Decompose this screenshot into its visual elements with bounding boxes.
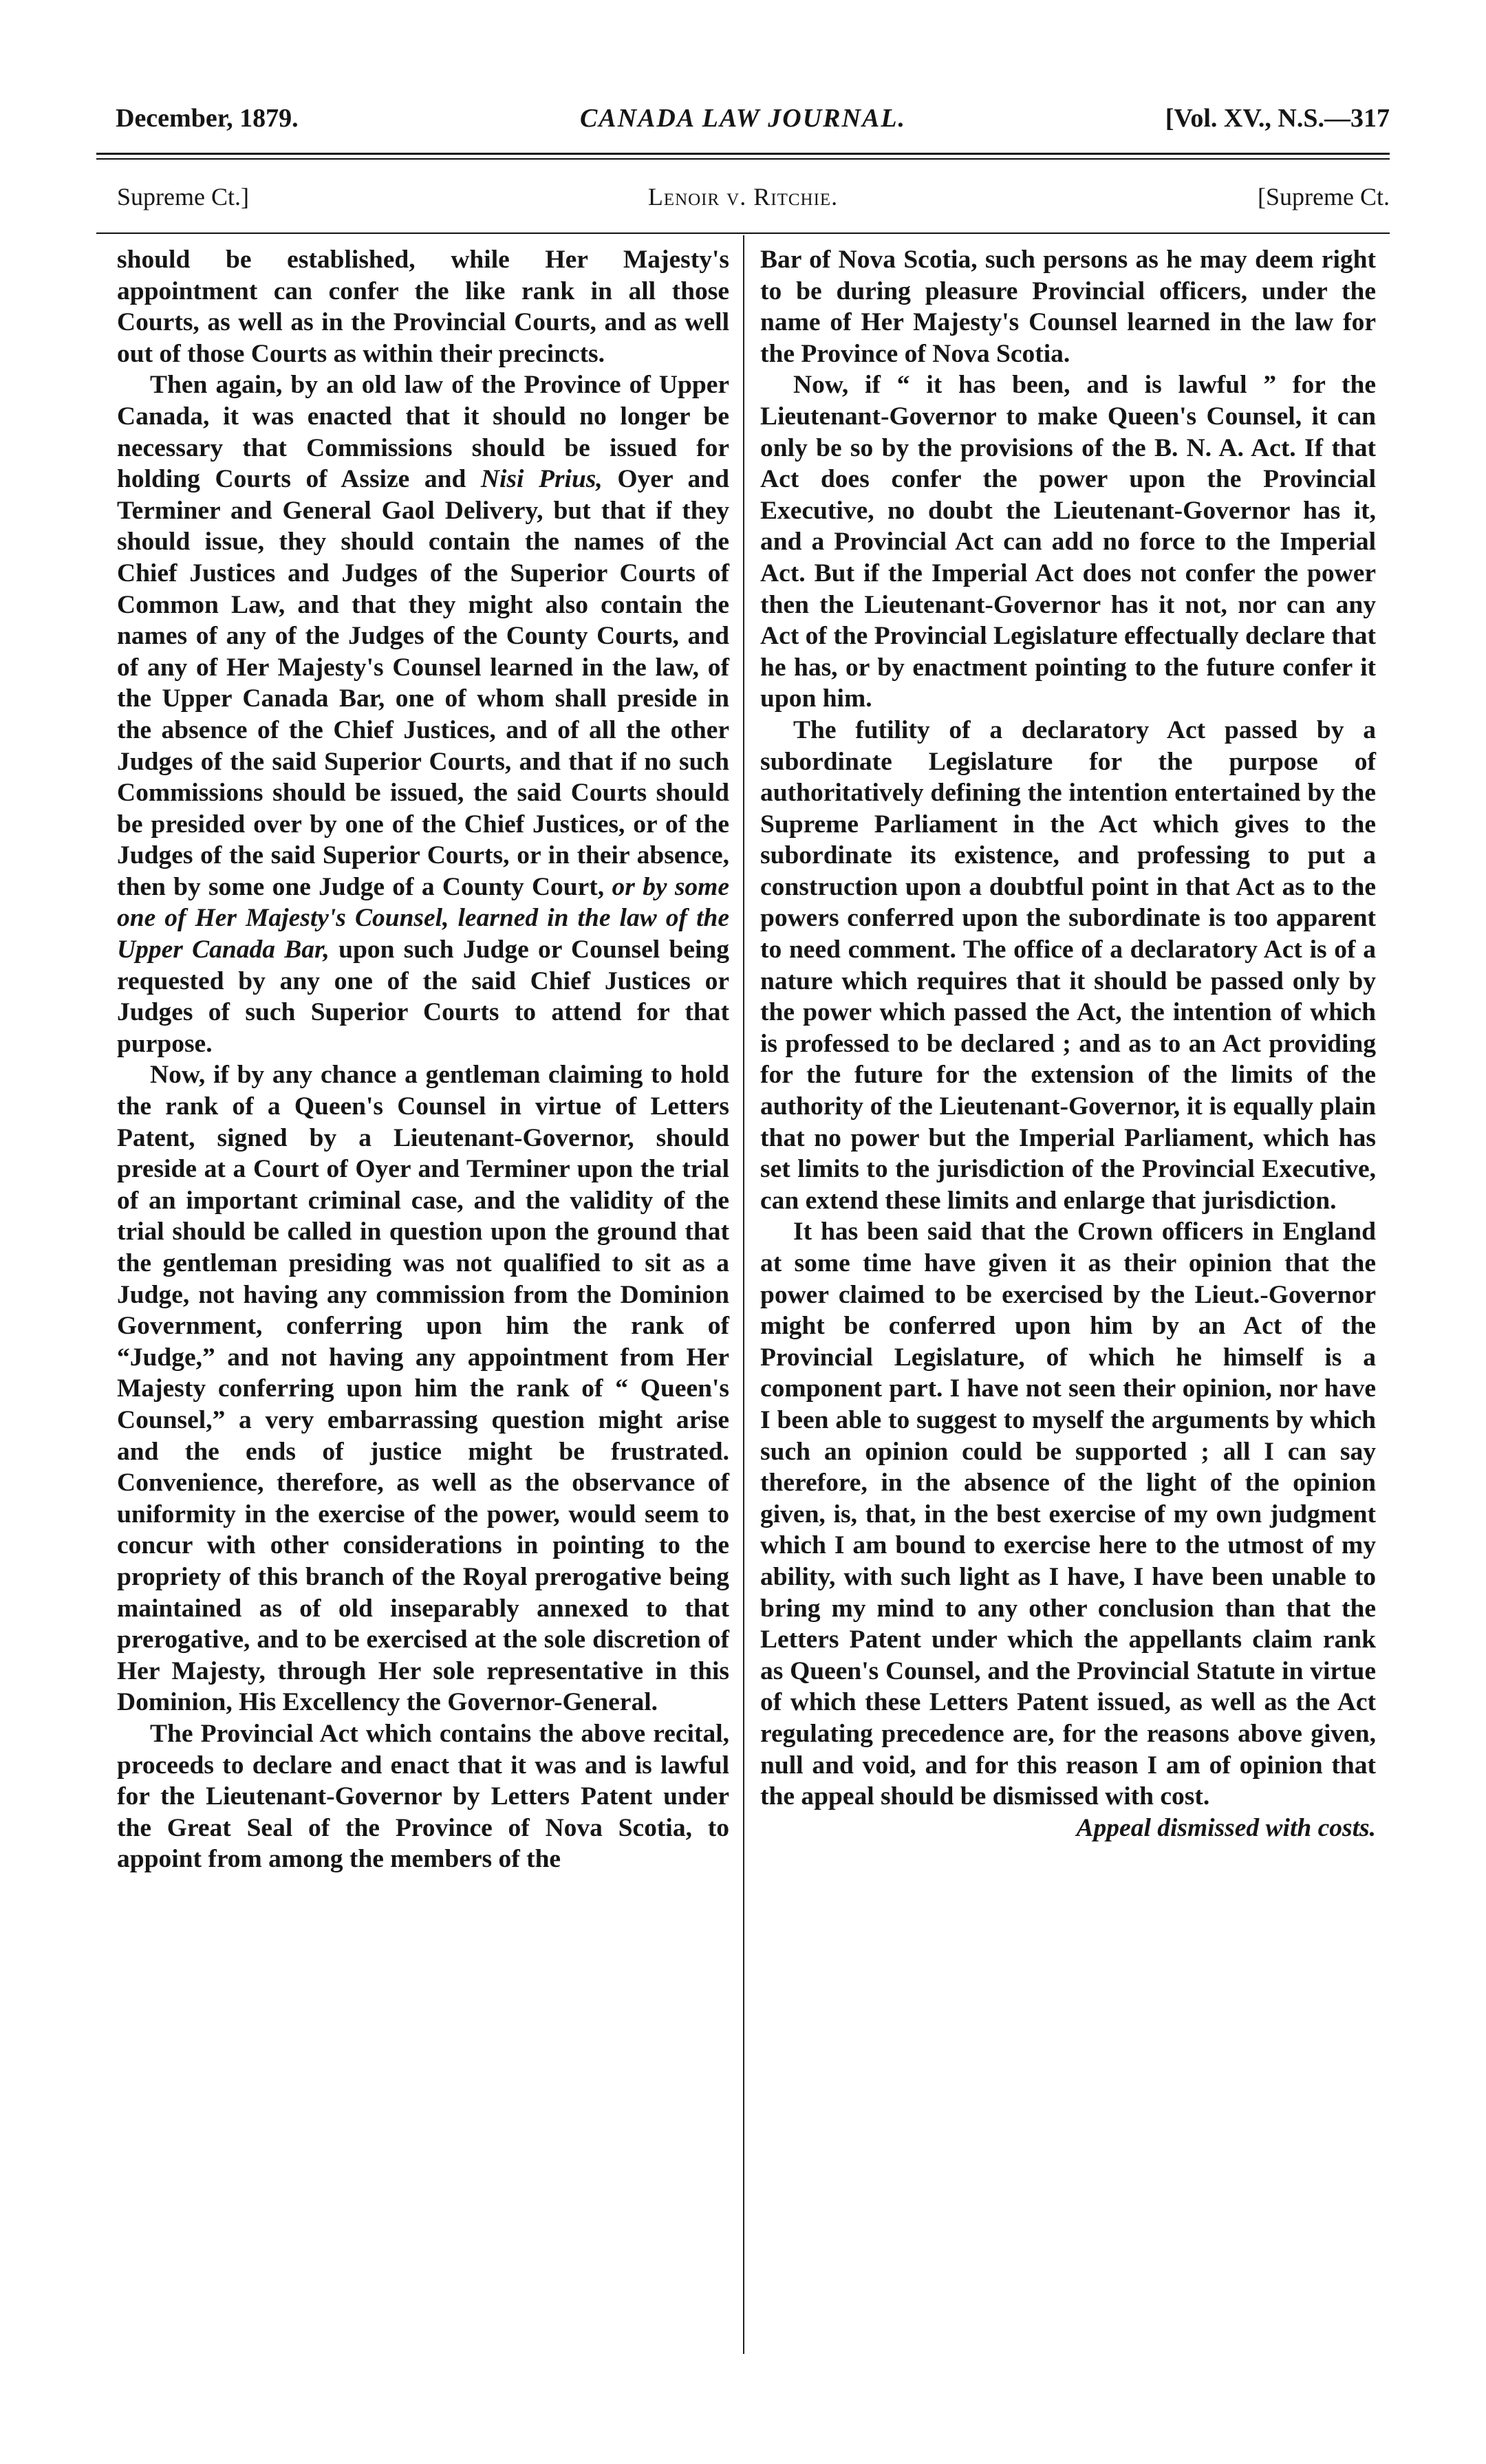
paragraph: Now, if “ it has been, and is lawful ” for the Lieutenant-Governor to make Queen's Counsel, it can only be so by the provisions of the B. N. A. Act. If that Act does confer the power upon the Provincial Executive, no doubt the Lieutenant-Governor has it, and a Provincial Act can add no force to the Imperial Act. But if the Imperial Act does not confer the power then the Lieutenant-Governor has it not, nor can any Act of the Provincial Legislature effectually declare that he has, or by enactment pointing to the future confer it upon him. bbox=[760, 371, 1376, 713]
text-run: Then again, by an old law of the Province of Upper Canada, it was enacted that it should no longer be necessary that Commissions should be issued for holding Courts of Assize and bbox=[117, 371, 729, 494]
italic-quote: or by some one of Her Majesty's Counsel, learned in the law of the Upper Canada Bar, bbox=[117, 872, 729, 964]
column-divider bbox=[743, 235, 744, 2354]
judgment-disposition: Appeal dismissed with costs. bbox=[1076, 1813, 1376, 1842]
italic-term: Nisi Prius, bbox=[480, 465, 603, 494]
header-double-rule bbox=[96, 153, 1390, 160]
text-run: Oyer and Terminer and General Gaol Delivery, but that if they should issue, they should contain the names of the Chief Justices and Judges of the Superior Courts of Common Law, and that they might also contain the names of any of the Judges of the County Courts, and of any of Her Majesty's Counsel learned in the law, of the Upper Canada Bar, one of whom shall preside in the absence of the Chief Justices, and of all the other Judges of the said Superior Courts, and that if no such Commissions should be issued, the said Courts should be presided over by one of the Chief Justices, or of the Judges of the said Superior Courts, or in their absence, then by some one Judge of a County Court, bbox=[117, 465, 729, 901]
left-column bbox=[117, 244, 729, 1875]
running-head-left: Supreme Ct.] bbox=[117, 183, 249, 210]
page-header bbox=[96, 103, 1390, 144]
paragraph: Now, if by any chance a gentleman claiming to hold the rank of a Queen's Counsel in virtue of Letters Patent, signed by a Lieutenant-Governor, should preside at a Court of Oyer and Terminer upon the trial of an important criminal case, and the validity of the trial should be called in question upon the ground that the gentleman presiding was not qualified to sit as a Judge, not having any commission from the Dominion Government, conferring upon him the rank of “Judge,” and not having any appointment from Her Majesty conferring upon him the rank of “ Queen's Counsel,” a very embarrassing question might arise and the ends of justice might be frustrated. Convenience, therefore, as well as the observance of uniformity in the exercise of the power, would seem to concur with other considerations in pointing to the propriety of this branch of the Royal prerogative being maintained as of old inseparably annexed to that prerogative, and to be exercised at the sole discretion of Her Majesty, through Her sole representative in this Dominion, His Excellency the Governor-General. bbox=[117, 1061, 729, 1717]
right-column bbox=[760, 244, 1376, 1844]
paragraph: should be established, while Her Majesty's appointment can confer the like rank in all those Courts, as well as in the Provincial Courts, and as well out of those Courts as within their precincts. bbox=[117, 246, 729, 368]
paragraph: Bar of Nova Scotia, such persons as he may deem right to be during pleasure Provincial officers, under the name of Her Majesty's Counsel learned in the law for the Province of Nova Scotia. bbox=[760, 246, 1376, 368]
running-head-rule bbox=[96, 233, 1390, 234]
header-row bbox=[96, 103, 1390, 144]
text-run: upon such Judge or Counsel being requested by any one of the said Chief Justices or Judges of such Superior Courts to attend for that purpose. bbox=[117, 936, 729, 1058]
issue-date: December, 1879. bbox=[116, 104, 299, 133]
paragraph: It has been said that the Crown officers in England at some time have given it as their opinion that the power claimed to be exercised by the Lieut.-Governor might be conferred upon him by an Act of the Provincial Legislature, of which he himself is a component part. I have not seen their opinion, nor have I been able to suggest to myself the arguments by which such an opinion could be supported ; all I can say therefore, in the absence of the light of the opinion given, is, that, in the best exercise of my own judgment which I am bound to exercise here to the utmost of my ability, with such light as I have, I have been unable to bring my mind to any other conclusion than that the Letters Patent under which the appellants claim rank as Queen's Counsel, and the Provincial Statute in virtue of which these Letters Patent issued, as well as the Act regulating precedence are, for the reasons above given, null and void, and for this reason I am of opinion that the appeal should be dismissed with cost. bbox=[760, 1218, 1376, 1811]
journal-title: CANADA LAW JOURNAL. bbox=[579, 104, 907, 133]
paragraph bbox=[117, 369, 729, 1059]
running-head bbox=[96, 182, 1390, 217]
volume-page: [Vol. XV., N.S.—317 bbox=[1165, 104, 1390, 133]
case-title: Lenoir v. Ritchie. bbox=[647, 183, 839, 210]
running-head-right: [Supreme Ct. bbox=[1258, 183, 1390, 210]
paragraph: The Provincial Act which contains the above recital, proceeds to declare and enact that it was and is lawful for the Lieutenant-Governor by Letters Patent under the Great Seal of the Province of Nova Scotia, to appoint from among the members of the bbox=[117, 1719, 729, 1874]
paragraph: The futility of a declaratory Act passed by a subordinate Legislature for the purpose of authoritatively defining the intention entertained by the Supreme Parliament in the Act which gives to the subordinate its existence, and professing to put a construction upon a doubtful point in that Act as to the powers conferred upon the subordinate is too apparent to need comment. The office of a declaratory Act is of a nature which requires that it should be passed only by the power which passed the Act, the intention of which is professed to be declared ; and as to an Act providing for the future for the extension of the limits of the authority of the Lieutenant-Governor, it is equally plain that no power but the Imperial Parliament, which has set limits to the jurisdiction of the Provincial Executive, can extend these limits and enlarge that jurisdiction. bbox=[760, 715, 1376, 1215]
